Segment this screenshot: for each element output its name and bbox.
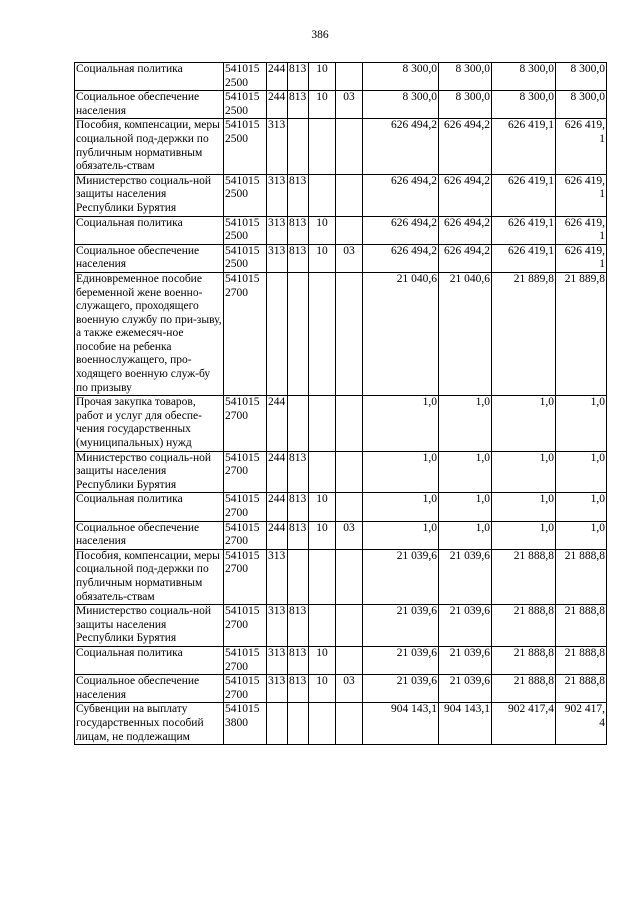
department-cell <box>288 119 309 174</box>
expense-type-cell: 313 <box>267 216 288 244</box>
row-name-cell: Министерство социаль-ной защиты населения Республики Бурятия <box>75 451 224 493</box>
department-cell: 813 <box>288 675 309 703</box>
target-article-cell: 541015 2500 <box>224 63 267 91</box>
section-cell <box>309 703 336 745</box>
amount-3-cell: 1,0 <box>492 451 556 493</box>
amount-4-cell: 1,0 <box>556 396 607 451</box>
amount-1-cell: 1,0 <box>363 493 439 521</box>
table-row <box>75 174 607 216</box>
amount-2-cell: 21 039,6 <box>439 675 492 703</box>
department-cell: 813 <box>288 493 309 521</box>
subsection-cell <box>336 451 363 493</box>
target-article-cell: 541015 2700 <box>224 549 267 604</box>
amount-3-cell: 1,0 <box>492 493 556 521</box>
amount-3-cell: 8 300,0 <box>492 91 556 119</box>
amount-4-cell: 21 888,8 <box>556 675 607 703</box>
expense-type-cell: 313 <box>267 675 288 703</box>
expense-type-cell: 313 <box>267 646 288 674</box>
amount-1-cell: 626 494,2 <box>363 174 439 216</box>
amount-4-cell: 902 417, 4 <box>556 703 607 745</box>
row-name-cell: Пособия, компенсации, меры социальной под-держки по публичным нормативным обязатель-ствам <box>75 549 224 604</box>
row-name-cell: Министерство социаль-ной защиты населения Республики Бурятия <box>75 174 224 216</box>
subsection-cell <box>336 63 363 91</box>
expense-type-cell: 244 <box>267 493 288 521</box>
amount-4-cell: 21 888,8 <box>556 549 607 604</box>
section-cell <box>309 396 336 451</box>
amount-1-cell: 21 040,6 <box>363 272 439 395</box>
table-row <box>75 646 607 674</box>
subsection-cell: 03 <box>336 675 363 703</box>
amount-4-cell: 21 889,8 <box>556 272 607 395</box>
department-cell: 813 <box>288 216 309 244</box>
expense-type-cell: 313 <box>267 244 288 272</box>
section-cell <box>309 272 336 395</box>
amount-1-cell: 1,0 <box>363 521 439 549</box>
section-cell: 10 <box>309 646 336 674</box>
amount-3-cell: 626 419,1 <box>492 244 556 272</box>
amount-1-cell: 21 039,6 <box>363 549 439 604</box>
amount-1-cell: 1,0 <box>363 396 439 451</box>
section-cell: 10 <box>309 63 336 91</box>
amount-2-cell: 1,0 <box>439 451 492 493</box>
amount-2-cell: 8 300,0 <box>439 91 492 119</box>
row-name-cell: Социальное обеспечение населения <box>75 521 224 549</box>
department-cell: 813 <box>288 646 309 674</box>
table-row <box>75 396 607 451</box>
row-name-cell: Субвенции на выплату государственных пособий лицам, не подлежащим <box>75 703 224 745</box>
department-cell <box>288 703 309 745</box>
amount-2-cell: 904 143,1 <box>439 703 492 745</box>
target-article-cell: 541015 2500 <box>224 91 267 119</box>
amount-3-cell: 626 419,1 <box>492 216 556 244</box>
table-row <box>75 451 607 493</box>
subsection-cell <box>336 605 363 647</box>
department-cell <box>288 396 309 451</box>
amount-3-cell: 21 888,8 <box>492 646 556 674</box>
amount-2-cell: 626 494,2 <box>439 174 492 216</box>
amount-4-cell: 21 888,8 <box>556 646 607 674</box>
expense-type-cell <box>267 703 288 745</box>
department-cell: 813 <box>288 244 309 272</box>
section-cell: 10 <box>309 91 336 119</box>
amount-1-cell: 626 494,2 <box>363 244 439 272</box>
section-cell <box>309 119 336 174</box>
budget-table <box>74 62 607 745</box>
table-row <box>75 605 607 647</box>
subsection-cell <box>336 549 363 604</box>
target-article-cell: 541015 2700 <box>224 605 267 647</box>
section-cell <box>309 605 336 647</box>
department-cell: 813 <box>288 63 309 91</box>
amount-4-cell: 21 888,8 <box>556 605 607 647</box>
subsection-cell <box>336 493 363 521</box>
row-name-cell: Социальное обеспечение населения <box>75 244 224 272</box>
amount-3-cell: 626 419,1 <box>492 119 556 174</box>
department-cell: 813 <box>288 521 309 549</box>
amount-3-cell: 1,0 <box>492 521 556 549</box>
amount-3-cell: 21 888,8 <box>492 675 556 703</box>
table-row <box>75 493 607 521</box>
target-article-cell: 541015 2500 <box>224 174 267 216</box>
amount-4-cell: 1,0 <box>556 451 607 493</box>
target-article-cell: 541015 2700 <box>224 272 267 395</box>
amount-2-cell: 21 039,6 <box>439 549 492 604</box>
amount-4-cell: 8 300,0 <box>556 63 607 91</box>
expense-type-cell: 244 <box>267 63 288 91</box>
amount-2-cell: 1,0 <box>439 521 492 549</box>
table-row <box>75 91 607 119</box>
amount-2-cell: 626 494,2 <box>439 119 492 174</box>
amount-4-cell: 626 419, 1 <box>556 119 607 174</box>
row-name-cell: Социальная политика <box>75 646 224 674</box>
row-name-cell: Прочая закупка товаров, работ и услуг для обеспе-чения государственных (муниципальных) нужд <box>75 396 224 451</box>
expense-type-cell: 244 <box>267 91 288 119</box>
expense-type-cell: 244 <box>267 396 288 451</box>
target-article-cell: 541015 3800 <box>224 703 267 745</box>
department-cell: 813 <box>288 174 309 216</box>
table-body <box>75 63 607 745</box>
table-row <box>75 675 607 703</box>
department-cell: 813 <box>288 605 309 647</box>
amount-1-cell: 626 494,2 <box>363 119 439 174</box>
amount-1-cell: 626 494,2 <box>363 216 439 244</box>
target-article-cell: 541015 2500 <box>224 216 267 244</box>
amount-2-cell: 626 494,2 <box>439 216 492 244</box>
expense-type-cell: 244 <box>267 451 288 493</box>
expense-type-cell: 244 <box>267 521 288 549</box>
amount-3-cell: 626 419,1 <box>492 174 556 216</box>
section-cell <box>309 451 336 493</box>
amount-3-cell: 21 888,8 <box>492 605 556 647</box>
subsection-cell <box>336 396 363 451</box>
amount-4-cell: 8 300,0 <box>556 91 607 119</box>
table-row <box>75 119 607 174</box>
amount-2-cell: 1,0 <box>439 493 492 521</box>
expense-type-cell: 313 <box>267 119 288 174</box>
table-row <box>75 216 607 244</box>
row-name-cell: Министерство социаль-ной защиты населения Республики Бурятия <box>75 605 224 647</box>
section-cell <box>309 549 336 604</box>
department-cell: 813 <box>288 91 309 119</box>
subsection-cell <box>336 703 363 745</box>
expense-type-cell: 313 <box>267 174 288 216</box>
amount-3-cell: 8 300,0 <box>492 63 556 91</box>
section-cell: 10 <box>309 493 336 521</box>
expense-type-cell: 313 <box>267 605 288 647</box>
subsection-cell <box>336 174 363 216</box>
amount-1-cell: 21 039,6 <box>363 675 439 703</box>
expense-type-cell: 313 <box>267 549 288 604</box>
row-name-cell: Социальная политика <box>75 63 224 91</box>
section-cell: 10 <box>309 521 336 549</box>
table-row <box>75 549 607 604</box>
subsection-cell <box>336 216 363 244</box>
amount-3-cell: 21 889,8 <box>492 272 556 395</box>
page-number: 386 <box>311 29 329 41</box>
amount-2-cell: 21 040,6 <box>439 272 492 395</box>
subsection-cell <box>336 119 363 174</box>
amount-1-cell: 8 300,0 <box>363 91 439 119</box>
amount-1-cell: 21 039,6 <box>363 605 439 647</box>
target-article-cell: 541015 2500 <box>224 244 267 272</box>
target-article-cell: 541015 2500 <box>224 119 267 174</box>
row-name-cell: Социальное обеспечение населения <box>75 91 224 119</box>
amount-1-cell: 1,0 <box>363 451 439 493</box>
amount-3-cell: 1,0 <box>492 396 556 451</box>
amount-1-cell: 8 300,0 <box>363 63 439 91</box>
amount-1-cell: 904 143,1 <box>363 703 439 745</box>
amount-2-cell: 21 039,6 <box>439 646 492 674</box>
subsection-cell: 03 <box>336 244 363 272</box>
target-article-cell: 541015 2700 <box>224 646 267 674</box>
table-row <box>75 521 607 549</box>
target-article-cell: 541015 2700 <box>224 493 267 521</box>
section-cell: 10 <box>309 675 336 703</box>
row-name-cell: Пособия, компенсации, меры социальной под-держки по публичным нормативным обязатель-ствам <box>75 119 224 174</box>
section-cell: 10 <box>309 244 336 272</box>
amount-3-cell: 902 417,4 <box>492 703 556 745</box>
target-article-cell: 541015 2700 <box>224 675 267 703</box>
amount-4-cell: 626 419, 1 <box>556 216 607 244</box>
amount-3-cell: 21 888,8 <box>492 549 556 604</box>
subsection-cell: 03 <box>336 521 363 549</box>
amount-2-cell: 8 300,0 <box>439 63 492 91</box>
row-name-cell: Единовременное пособие беременной жене военно-служащего, проходящего военную службу по при-зыву, а также ежемесяч-ное пособие на ребенка военнослужащего, про-ходящего военную служ-бу по призыву <box>75 272 224 395</box>
amount-4-cell: 1,0 <box>556 521 607 549</box>
subsection-cell <box>336 272 363 395</box>
amount-4-cell: 1,0 <box>556 493 607 521</box>
row-name-cell: Социальное обеспечение населения <box>75 675 224 703</box>
amount-4-cell: 626 419, 1 <box>556 174 607 216</box>
section-cell <box>309 174 336 216</box>
subsection-cell: 03 <box>336 91 363 119</box>
target-article-cell: 541015 2700 <box>224 451 267 493</box>
subsection-cell <box>336 646 363 674</box>
row-name-cell: Социальная политика <box>75 493 224 521</box>
amount-1-cell: 21 039,6 <box>363 646 439 674</box>
target-article-cell: 541015 2700 <box>224 521 267 549</box>
department-cell: 813 <box>288 451 309 493</box>
table-row <box>75 272 607 395</box>
amount-2-cell: 626 494,2 <box>439 244 492 272</box>
row-name-cell: Социальная политика <box>75 216 224 244</box>
table-row <box>75 703 607 745</box>
table-row <box>75 244 607 272</box>
target-article-cell: 541015 2700 <box>224 396 267 451</box>
expense-type-cell <box>267 272 288 395</box>
amount-4-cell: 626 419, 1 <box>556 244 607 272</box>
table-row <box>75 63 607 91</box>
department-cell <box>288 272 309 395</box>
amount-2-cell: 21 039,6 <box>439 605 492 647</box>
amount-2-cell: 1,0 <box>439 396 492 451</box>
department-cell <box>288 549 309 604</box>
section-cell: 10 <box>309 216 336 244</box>
